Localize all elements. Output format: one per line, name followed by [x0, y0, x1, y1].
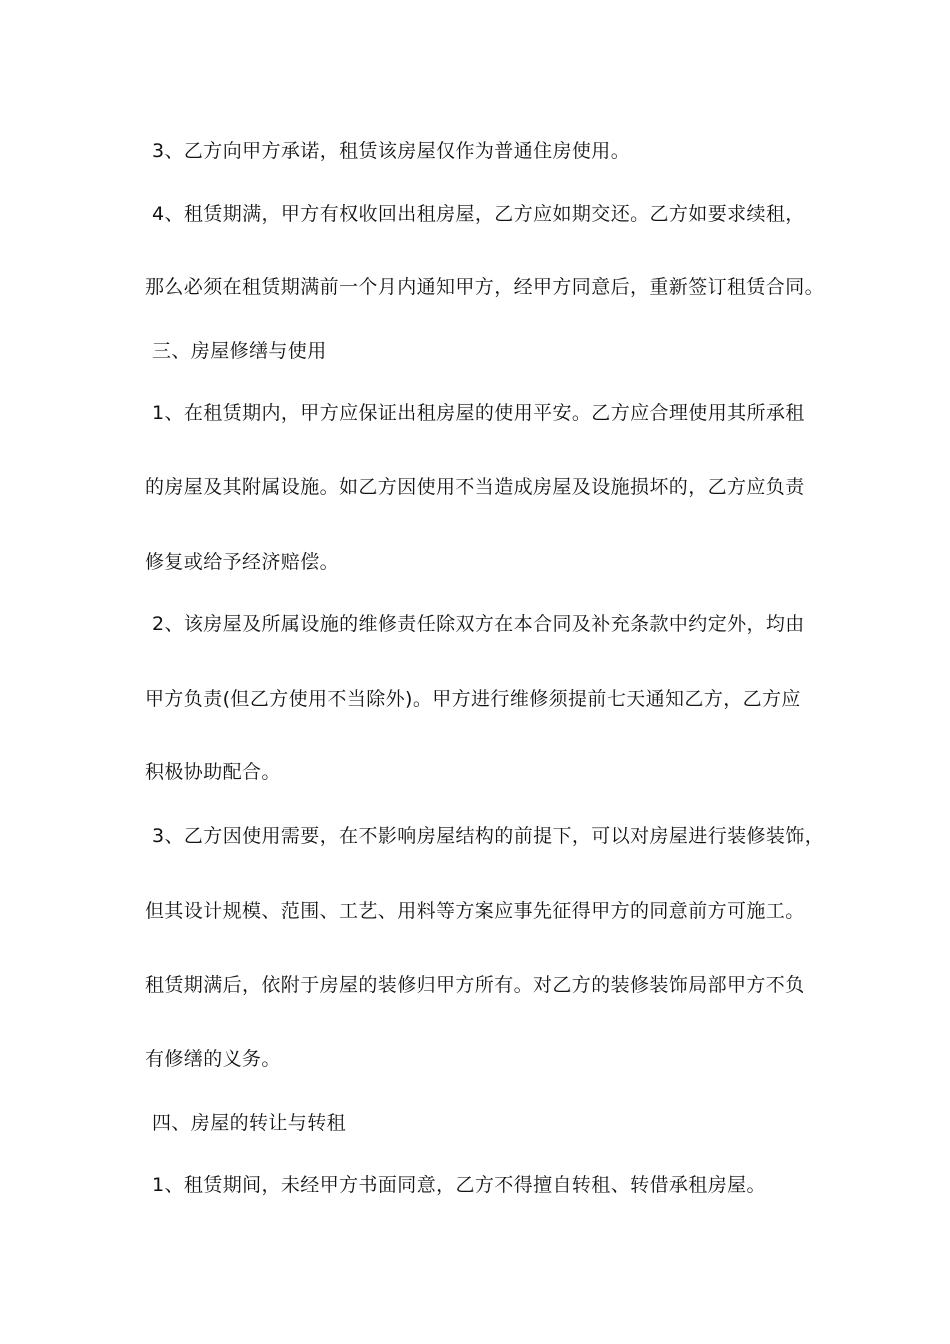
section-3-clause-3-continuation: 但其设计规模、范围、工艺、用料等方案应事先征得甲方的同意前方可施工。 — [145, 900, 805, 922]
section-3-clause-1-text: 1、在租赁期内，甲方应保证出租房屋的使用平安。乙方应合理使用其所承租 — [152, 402, 805, 424]
section-3-clause-2-continuation: 积极协助配合。 — [145, 761, 281, 783]
clause-4-continuation: 那么必须在租赁期满前一个月内通知甲方，经甲方同意后，重新签订租赁合同。 — [145, 276, 825, 298]
section-3-clause-1-continuation: 修复或给予经济赔偿。 — [145, 551, 340, 573]
section-3-clause-2-text: 2、该房屋及所属设施的维修责任除双方在本合同及补充条款中约定外，均由 — [152, 613, 805, 635]
clause-4-text: 4、租赁期满，甲方有权收回出租房屋，乙方应如期交还。乙方如要求续租， — [152, 203, 805, 225]
section-3-clause-1-continuation: 的房屋及其附属设施。如乙方因使用不当造成房屋及设施损坏的，乙方应负责 — [145, 476, 805, 498]
section-3-clause-3-continuation: 租赁期满后，依附于房屋的装修归甲方所有。对乙方的装修装饰局部甲方不负 — [145, 974, 805, 996]
section-3-heading: 三、房屋修缮与使用 — [152, 340, 327, 362]
section-3-clause-3-text: 3、乙方因使用需要，在不影响房屋结构的前提下，可以对房屋进行装修装饰， — [152, 825, 825, 847]
section-3-clause-2-continuation: 甲方负责(但乙方使用不当除外)。甲方进行维修须提前七天通知乙方，乙方应 — [145, 688, 801, 710]
section-3-clause-3-continuation: 有修缮的义务。 — [145, 1048, 281, 1070]
section-4-heading: 四、房屋的转让与转租 — [152, 1112, 347, 1134]
section-4-clause-1-text: 1、租赁期间，未经甲方书面同意，乙方不得擅自转租、转借承租房屋。 — [152, 1174, 766, 1196]
clause-3-text: 3、乙方向甲方承诺，租赁该房屋仅作为普通住房使用。 — [152, 140, 631, 162]
